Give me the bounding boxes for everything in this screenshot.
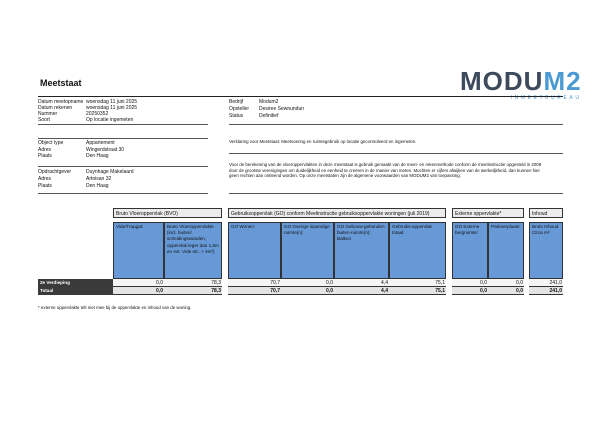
info-row: Bedrijf Modum2 [229, 99, 279, 105]
table-cell: 78,3 [164, 287, 222, 295]
info-row: Object type Appartement [38, 140, 115, 146]
row-label: 2e Verdieping [38, 279, 113, 287]
row-label-total: Totaal [38, 287, 113, 295]
group-bvo: Bruto Vloeroppervlak (BVO) [113, 208, 222, 218]
table-cell: 0,0 [113, 279, 164, 287]
info-row: Plaats Den Haag [38, 183, 109, 189]
col-bvo: Bruto Vloeroppervlakte (incl. buiten/ scheidingswanden, oppervlak leger dan 1,5m en evt. Vide etc. > 4m²) [164, 222, 222, 279]
col-go-buiten: GO Gebouw-gebonden buiten-ruimte(n): Balkon [334, 222, 389, 279]
logo-word-b: M2 [543, 66, 582, 96]
table-cell: 0,0 [281, 279, 334, 287]
logo-subtitle: INMEETBUREAU [510, 95, 582, 101]
table-cell: 241,0 [529, 287, 563, 295]
client-info [38, 169, 218, 190]
col-go-wonen: GO Wonen: [228, 222, 281, 279]
info-row: Opsteller Desiree Sewnundun [229, 106, 305, 112]
group-ext: Externe oppervlakte* [452, 208, 524, 218]
info-row: Opdrachtgever Duynhage Makelaard [38, 169, 134, 175]
group-gbo: Gebruiksoppervlak (GO) conform Meetinstructie gebruiksoppervlakte woningen (juli 2019) [228, 208, 446, 218]
info-row: Adres Wingerdstraat 30 [38, 146, 125, 153]
table-cell: 4,4 [334, 279, 389, 287]
info-row: Nummer 20250352 [38, 111, 109, 117]
info-row: Soort Op locatie ingemeten [38, 117, 134, 123]
col-go-totaal: Gebruiks-oppervlak totaal: [389, 222, 446, 279]
table-cell: 70,7 [228, 279, 281, 287]
info-right [229, 99, 429, 120]
table-cell: 241,0 [529, 279, 563, 287]
col-inhoud: Bruto Inhoud Circa m³ [529, 222, 563, 279]
info-row: Plaats Den Haag [38, 153, 109, 159]
table-cell: 0,0 [488, 279, 524, 287]
statement-method: Voor de berekening van de vloeroppervlakten in deze meetstaat is gebruik gemaakt van de meet- en rekenmethode conform de meetinstructie opgesteld in 2008 door de grootste verenigingen om duidelijkheid en eenheid te creëren in de manier van meten. Mochten er cijfers afwijken van de werkelijkheid, dan kunnen hier geen rechten aan ontleend worden. Op onze meetstaten zijn de algemene voorwaarden van MODUM2 van toepassing. [229, 162, 542, 178]
info-row: Adres Artoisan 32 [38, 176, 112, 182]
table-cell: 78,3 [164, 279, 222, 287]
footnote: * externe oppervlakte telt niet mee bij de oppervlakte en inhoud van de woning. [38, 305, 192, 310]
info-row: Datum meetopname woensdag 11 juni 2025 [38, 99, 138, 105]
col-go-overig: GO Overige inpandige ruimte(n): [281, 222, 334, 279]
header-divider [38, 96, 563, 97]
group-inh: Inhoud [529, 208, 563, 218]
info-left [38, 99, 218, 123]
logo-word-a: MODU [460, 66, 544, 96]
table-cell: 75,1 [389, 279, 446, 287]
col-parkeer: Parkeerplaats: [488, 222, 524, 279]
statement-measurement: Verklaring voor Meetstaat: Meetvoering en ruimtegebruik op locatie gecontroleerd en ingemeten. [229, 139, 417, 144]
table-cell: 75,1 [389, 287, 446, 295]
object-info [38, 140, 218, 160]
page-title: Meetstaat [40, 78, 82, 88]
table-cell: 4,4 [334, 287, 389, 295]
table-cell: 0,0 [452, 287, 488, 295]
table-cell: 70,7 [228, 287, 281, 295]
info-row: Datum rekenen woensdag 11 juni 2025 [38, 105, 138, 111]
col-ext-berg: GO Externe bergruimte: [452, 222, 488, 279]
table-cell: 0,0 [452, 279, 488, 287]
col-vide: Vide/Trapgat: [113, 222, 164, 279]
table-cell: 0,0 [113, 287, 164, 295]
info-row: Status Definitief [229, 113, 279, 119]
table-cell: 0,0 [488, 287, 524, 295]
table-cell: 0,0 [281, 287, 334, 295]
